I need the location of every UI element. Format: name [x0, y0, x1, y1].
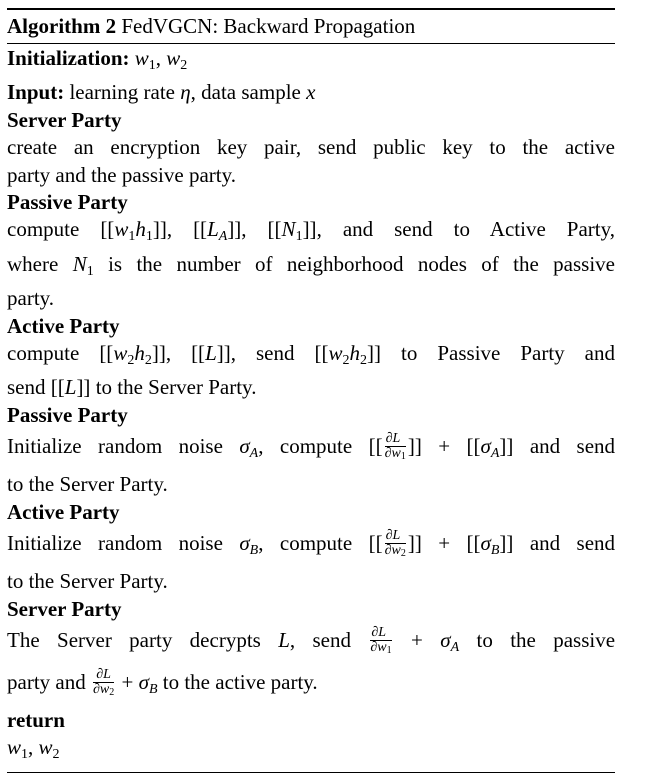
server1-line2: party and the passive party.	[7, 162, 236, 187]
active2-line2: to the Server Party.	[7, 569, 168, 594]
passive1-line2: where $N_1$ is the number of neighborhood nodes of the passive	[7, 251, 615, 279]
input-label: Input:	[7, 80, 65, 105]
math-expr: L	[278, 627, 290, 652]
math-expr: $[[w_2h_2]]$	[314, 341, 382, 369]
return-values: $w_1$, $w_2$	[7, 735, 60, 763]
math-expr: $N_1$	[72, 251, 94, 279]
passive2-line2: to the Server Party.	[7, 472, 168, 497]
math-expr: $[[w_2h_2]]$, [[L]]	[99, 341, 231, 369]
active2-line1: Initialize random noise σB, compute [[ $\frac{\partial L}{\partial w2}$ ]] + [[σB]] and send	[7, 528, 616, 560]
passive1-line1: compute $[[w_1h_1]]$, [[LA]], $[[N_1]]$, and send to Active Party,	[7, 217, 615, 245]
algorithm-label: Algorithm 2	[7, 14, 117, 38]
math-expr: σB	[239, 531, 259, 559]
init-label: Initialization:	[7, 46, 130, 70]
server1-line1: create an encryption key pair, send public key to the active	[7, 135, 615, 160]
section-heading: Passive Party	[7, 402, 128, 427]
init-weights: $w_1$, $w_2$	[134, 46, 188, 73]
algorithm-title: FedVGCN: Backward Propagation	[121, 14, 416, 38]
math-expr: [[L]]	[50, 375, 91, 400]
x-symbol: x	[306, 80, 316, 105]
input-text-a: learning rate	[69, 80, 175, 105]
section-heading: Passive Party	[7, 190, 128, 215]
math-expr: σA	[239, 434, 259, 462]
return-keyword: return	[7, 707, 65, 732]
math-expr: $\frac{\partial L}{\partial w1}$ + σA	[370, 625, 460, 657]
eta-symbol: η	[180, 80, 191, 105]
init-line	[7, 45, 615, 79]
server2-line1: The Server party decrypts L, send $\frac{\partial L}{\partial w1}$ + σA to the passive	[7, 625, 616, 657]
algorithm-caption	[7, 10, 615, 43]
math-expr: [[ $\frac{\partial L}{\partial w2}$ ]] + [[σB]]	[368, 528, 514, 560]
section-heading: Active Party	[7, 499, 120, 524]
passive1-line3: party.	[7, 286, 55, 311]
section-heading: Server Party	[7, 107, 122, 132]
active1-line2: send [[L]] to the Server Party.	[7, 375, 257, 400]
active1-line1: compute $[[w_2h_2]]$, [[L]], send $[[w_2h_2]]$ to Passive Party and	[7, 341, 615, 369]
section-heading: Active Party	[7, 313, 120, 338]
algorithm-block	[7, 8, 615, 773]
input-line	[7, 79, 615, 106]
math-expr: $[[w_1h_1]]$, [[LA]], $[[N_1]]$	[100, 217, 317, 245]
input-text-b: , data sample	[190, 80, 301, 105]
passive2-line1: Initialize random noise σA, compute [[ $\frac{\partial L}{\partial w1}$ ]] + [[σA]] and send	[7, 431, 616, 463]
algorithm-body	[7, 44, 615, 772]
math-expr: [[ $\frac{\partial L}{\partial w1}$ ]] + [[σA]]	[368, 431, 514, 463]
server2-line2: party and $\frac{\partial L}{\partial w2}$ + σB to the active party.	[7, 667, 318, 699]
math-expr: $\frac{\partial L}{\partial w2}$ + σB	[92, 667, 158, 699]
section-heading: Server Party	[7, 596, 122, 621]
